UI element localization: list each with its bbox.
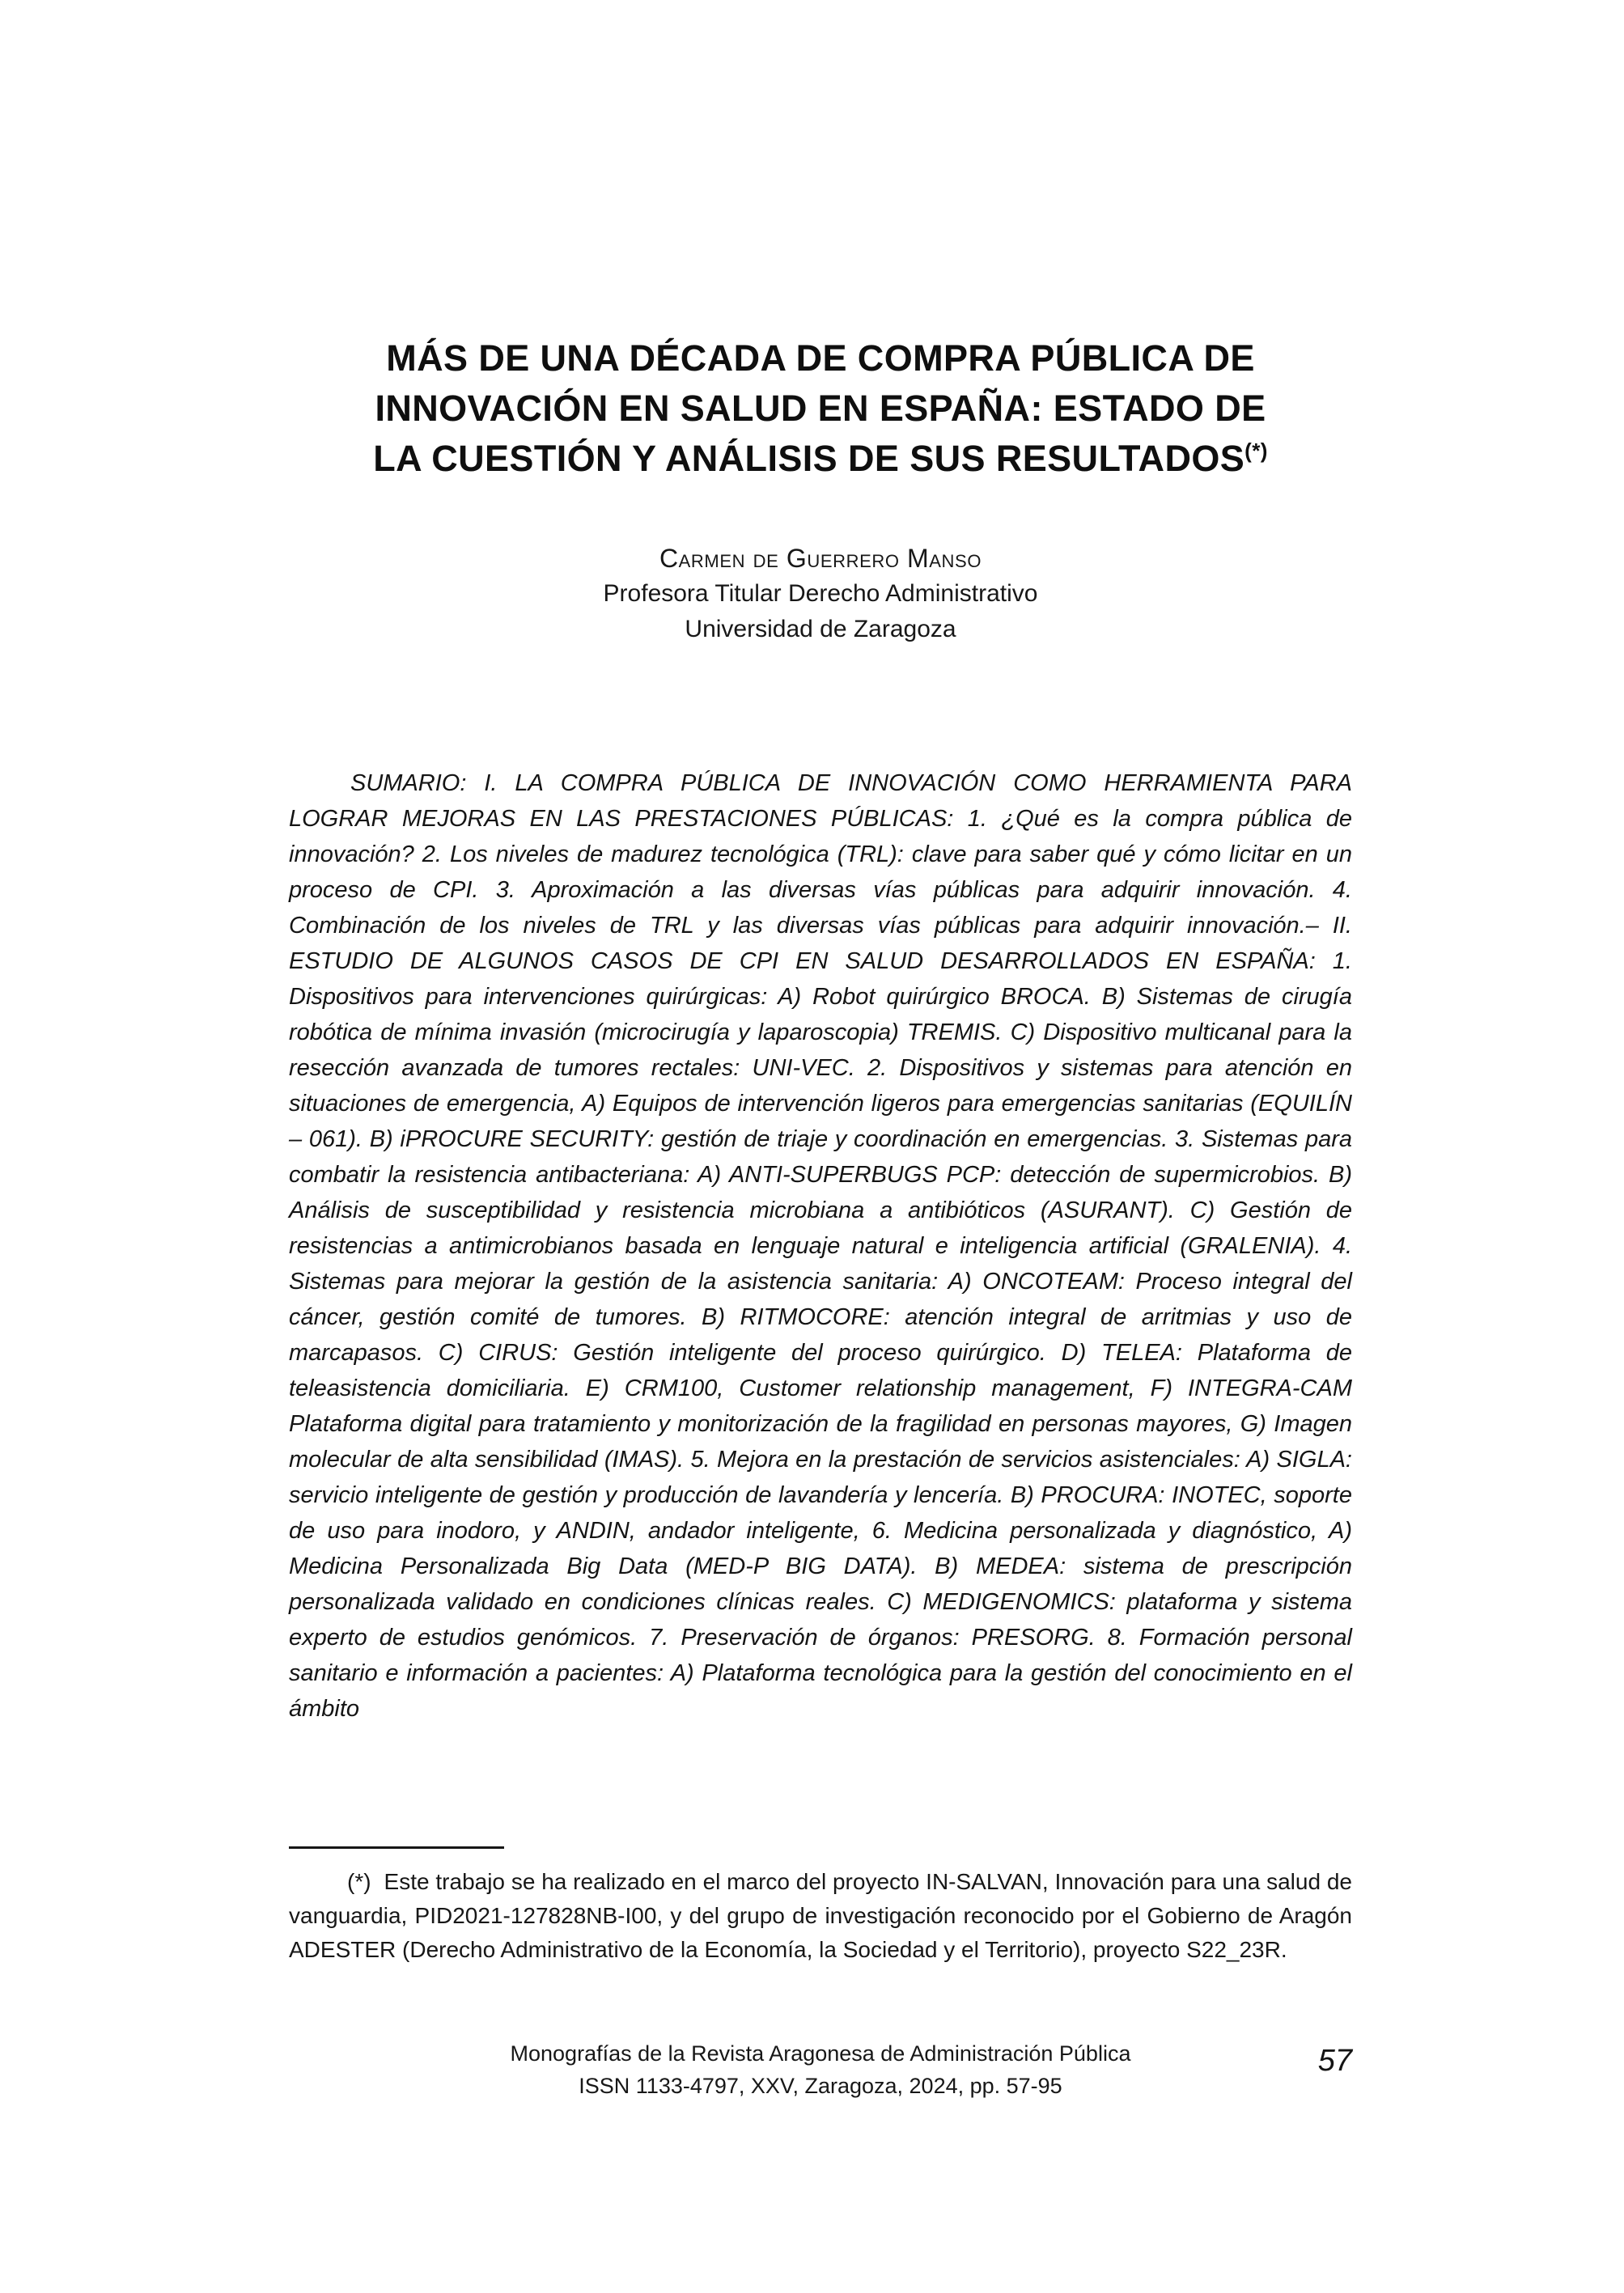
footnote-marker: (*): [347, 1869, 371, 1894]
article-title-line-3-text: LA CUESTIÓN Y ANÁLISIS DE SUS RESULTADOS: [373, 438, 1245, 479]
article-title-line-1: MÁS DE UNA DÉCADA DE COMPRA PÚBLICA DE: [386, 337, 1255, 379]
sumario-section: [289, 765, 1352, 1727]
footer-issn-line: ISSN 1133-4797, XXV, Zaragoza, 2024, pp. 57-95: [579, 2074, 1062, 2098]
title-footnote-marker: (*): [1245, 439, 1268, 463]
article-header: [289, 333, 1352, 484]
page-footer: [289, 2037, 1352, 2102]
page-number: 57: [1317, 2044, 1352, 2078]
article-title-line-3: [289, 434, 1352, 484]
article-title: [289, 333, 1352, 484]
sumario-paragraph: SUMARIO: I. LA COMPRA PÚBLICA DE INNOVACIÓN COMO HERRAMIENTA PARA LOGRAR MEJORAS EN LAS PRESTACIONES PÚBLICAS: 1. ¿Qué es la compra pública de innovación? 2. Los niveles de madurez tecnológica (TRL): clave para saber qué y cómo licitar en un proceso de CPI. 3. Aproximación a las diversas vías públicas para adquirir innovación. 4. Combinación de los niveles de TRL y las diversas vías públicas para adquirir innovación.– II. ESTUDIO DE ALGUNOS CASOS DE CPI EN SALUD DESARROLLADOS EN ESPAÑA: 1. Dispositivos para intervenciones quirúrgicas: A) Robot quirúrgico BROCA. B) Sistemas de cirugía robótica de mínima invasión (microcirugía y laparoscopia) TREMIS. C) Dispositivo multicanal para la resección avanzada de tumores rectales: UNI-VEC. 2. Dispositivos y sistemas para atención en situaciones de emergencia, A) Equipos de intervención ligeros para emergencias sanitarias (EQUILÍN – 061). B) iPROCURE SECURITY: gestión de triaje y coordinación en emergencias. 3. Sistemas para combatir la resistencia antibacteriana: A) ANTI-SUPERBUGS PCP: detección de supermicrobios. B) Análisis de susceptibilidad y resistencia microbiana a antibióticos (ASURANT). C) Gestión de resistencias a antimicrobianos basada en lenguaje natural e inteligencia artificial (GRALENIA). 4. Sistemas para mejorar la gestión de la asistencia sanitaria: A) ONCOTEAM: Proceso integral del cáncer, gestión comité de tumores. B) RITMOCORE: atención integral de arritmias y uso de marcapasos. C) CIRUS: Gestión inteligente del proceso quirúrgico. D) TELEA: Plataforma de teleasistencia domiciliaria. E) CRM100, Customer relationship management, F) INTEGRA-CAM Plataforma digital para tratamiento y monitorización de la fragilidad en personas mayores, G) Imagen molecular de alta sensibilidad (IMAS). 5. Mejora en la prestación de servicios asistenciales: A) SIGLA: servicio inteligente de gestión y producción de lavandería y lencería. B) PROCURA: INOTEC, soporte de uso para inodoro, y ANDIN, andador inteligente, 6. Medicina personalizada y diagnóstico, A) Medicina Personalizada Big Data (MED-P BIG DATA). B) MEDEA: sistema de prescripción personalizada validado en condiciones clínicas reales. C) MEDIGENOMICS: plataforma y sistema experto de estudios genómicos. 7. Preservación de órganos: PRESORG. 8. Formación personal sanitario e información a pacientes: A) Plataforma tecnológica para la gestión del conocimiento en el ámbito: [289, 770, 1352, 1722]
footnote-divider: [289, 1846, 504, 1849]
author-affiliation: Universidad de Zaragoza: [685, 616, 956, 642]
footnote-section: [289, 1846, 1352, 1967]
author-block: [289, 540, 1352, 647]
article-title-line-2: INNOVACIÓN EN SALUD EN ESPAÑA: ESTADO DE: [375, 388, 1266, 429]
footnote: [289, 1865, 1352, 1967]
footnote-text: Este trabajo se ha realizado en el marco del proyecto IN-SALVAN, Innovación para una salud de vanguardia, PID2021-127828NB-I00, y del grupo de investigación reconocido por el Gobierno de Aragón ADESTER (Derecho Administrativo de la Economía, la Sociedad y el Territorio), proyecto S22_23R.: [289, 1869, 1352, 1962]
author-role: Profesora Titular Derecho Administrativo: [603, 580, 1038, 607]
author-name: Carmen de Guerrero Manso: [659, 544, 982, 573]
footer-journal-title: Monografías de la Revista Aragonesa de Administración Pública: [510, 2041, 1131, 2066]
